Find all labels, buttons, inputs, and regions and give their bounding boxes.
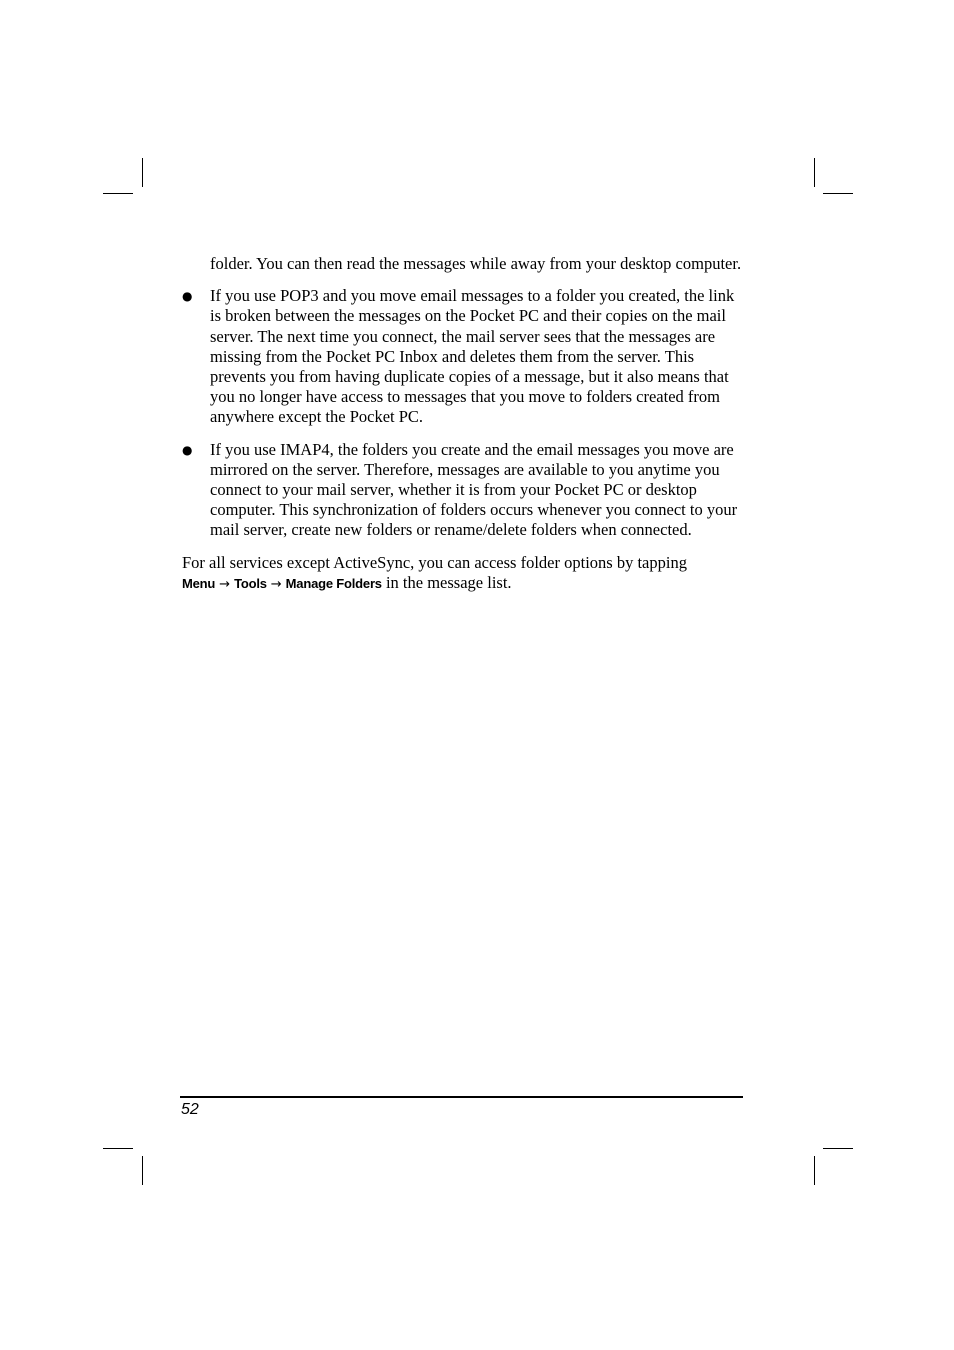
crop-mark-top-right-horizontal bbox=[823, 193, 853, 194]
bullet-icon: ● bbox=[182, 442, 193, 457]
page-content bbox=[182, 254, 744, 595]
crop-mark-bottom-left-horizontal bbox=[103, 1148, 133, 1149]
closing-intro-text: For all services except ActiveSync, you can access folder options by tapping bbox=[182, 552, 687, 572]
bullet-icon: ● bbox=[182, 289, 193, 304]
crop-mark-bottom-left-vertical bbox=[142, 1156, 143, 1185]
closing-paragraph bbox=[182, 553, 744, 595]
footer-rule bbox=[180, 1096, 743, 1098]
bullet-item-pop3 bbox=[182, 286, 744, 427]
bullet-text-imap4: If you use IMAP4, the folders you create and the email messages you move are mirrored on the server. Therefore, messages are available to you anytime you connect to your mail server, whether it is from your Pocket PC or desktop computer. This synchronization of folders occurs whenever you connect to your mail server, create new folders or rename/delete folders when connected. bbox=[210, 439, 738, 540]
bullet-item-imap4 bbox=[182, 440, 744, 541]
crop-mark-bottom-right-vertical bbox=[814, 1156, 815, 1185]
tools-term: Tools bbox=[234, 575, 267, 591]
arrow-right-icon: → bbox=[270, 576, 282, 592]
manage-folders-term: Manage Folders bbox=[285, 575, 382, 591]
crop-mark-top-left-horizontal bbox=[103, 193, 133, 194]
closing-outro-text: in the message list. bbox=[381, 572, 512, 592]
page-number: 52 bbox=[181, 1101, 199, 1118]
arrow-right-icon: → bbox=[219, 576, 231, 592]
crop-mark-bottom-right-horizontal bbox=[823, 1148, 853, 1149]
menu-term: Menu bbox=[182, 575, 216, 591]
continuation-paragraph: folder. You can then read the messages while away from your desktop computer. bbox=[210, 254, 742, 273]
crop-mark-top-right-vertical bbox=[814, 158, 815, 187]
bullet-text-pop3: If you use POP3 and you move email messages to a folder you created, the link is broken between the messages on the Pocket PC and their copies on the mail server. The next time you connect, the mail server sees that the messages are missing from the Pocket PC Inbox and deletes them from the server. This prevents you from having duplicate copies of a message, but it also means that you no longer have access to messages that you move to folders created from anywhere except the Pocket PC. bbox=[210, 286, 735, 427]
crop-mark-top-left-vertical bbox=[142, 158, 143, 187]
